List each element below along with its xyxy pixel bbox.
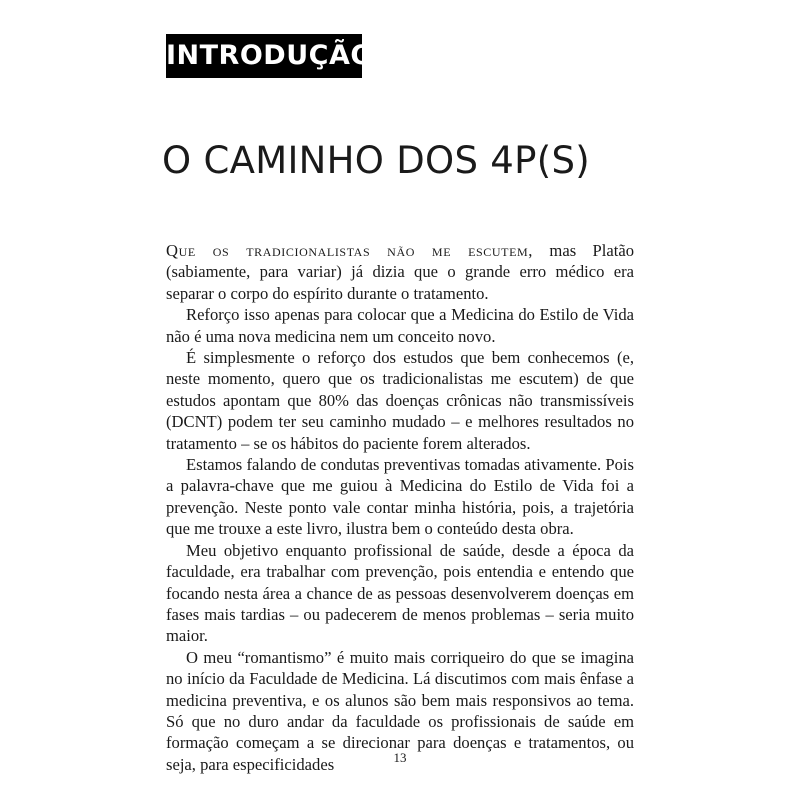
paragraph-1: [166, 240, 634, 304]
body-text: [166, 240, 634, 775]
paragraph-3: É simplesmente o reforço dos estudos que bem conhecemos (e, neste momento, quero que os tradicionalistas me escutem) de que estudos apontam que 80% das doenças crônicas não transmissíveis (DCNT) podem ter seu caminho mudado – e melhores resultados no tratamento – se os hábitos do paciente forem alterados.: [166, 348, 634, 453]
section-label: INTRODUÇÃO: [166, 34, 362, 78]
paragraph-2: Reforço isso apenas para colocar que a Medicina do Estilo de Vida não é uma nova medicina nem um conceito novo.: [166, 305, 634, 346]
paragraph-4: Estamos falando de condutas preventivas tomadas ativamente. Pois a palavra-chave que me guiou à Medicina do Estilo de Vida foi a prevenção. Neste ponto vale contar minha história, pois, a trajetória que me trouxe a este livro, ilustra bem o conteúdo desta obra.: [166, 455, 634, 539]
paragraph-lead-smallcaps: Que os tradicionalistas não me escutem,: [166, 241, 534, 260]
paragraph-6: O meu “romantismo” é muito mais corriqueiro do que se imagina no início da Faculdade de Medicina. Lá discutimos com mais ênfase a medicina preventiva, e os alunos são bem mais responsivos ao tema. Só que no duro andar da faculdade os profissionais de saúde em formação começam a se direcionar para doenças e tratamentos, ou seja, para especificidades: [166, 647, 634, 774]
paragraph-5: Meu objetivo enquanto profissional de saúde, desde a época da faculdade, era trabalhar com prevenção, pois entendia e entendo que focando nesta área a chance de as pessoas desenvolverem doenças em fases mais tardias – ou padecerem de menos problemas – seria muito maior.: [166, 540, 634, 646]
page-number: 13: [393, 750, 407, 765]
paragraph-1-rest: mas Platão (sabiamente, para variar) já dizia que o grande erro médico era separar o corpo do espírito durante o tratamento.: [166, 241, 634, 303]
chapter-title: O CAMINHO DOS 4P(S): [162, 139, 591, 182]
